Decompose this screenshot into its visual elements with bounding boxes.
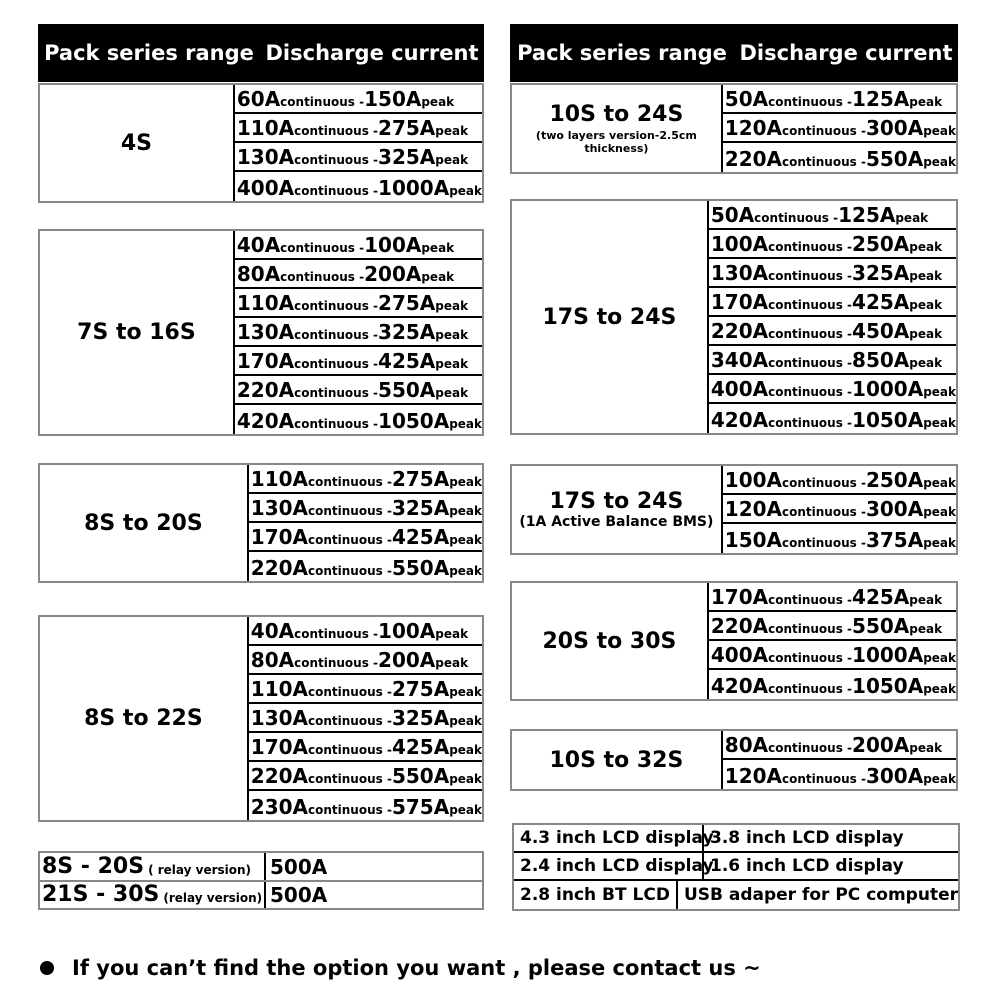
continuous-current: 170A bbox=[250, 525, 309, 549]
continuous-word: continuous - bbox=[768, 682, 853, 696]
continuous-word: continuous - bbox=[768, 327, 853, 341]
current-row bbox=[235, 85, 482, 114]
peak-word: peak bbox=[449, 504, 482, 518]
contact-text: If you can’t find the option you want , please contact us ~ bbox=[72, 956, 761, 980]
peak-word: peak bbox=[449, 417, 482, 431]
current-row bbox=[249, 465, 482, 494]
group-rows bbox=[235, 85, 482, 201]
continuous-current: 120A bbox=[724, 116, 783, 140]
peak-current: 200A bbox=[852, 733, 910, 757]
peak-current: 250A bbox=[865, 468, 924, 492]
peak-word: peak bbox=[909, 240, 943, 254]
continuous-current: 130A bbox=[236, 145, 295, 169]
continuous-word: continuous - bbox=[768, 593, 853, 607]
peak-word: peak bbox=[909, 327, 943, 341]
peak-word: peak bbox=[909, 593, 943, 607]
current-row bbox=[249, 552, 482, 581]
peak-word: peak bbox=[923, 536, 956, 550]
group-rows bbox=[235, 231, 482, 434]
relay-value: 500A bbox=[270, 855, 328, 879]
continuous-word: continuous - bbox=[768, 622, 853, 636]
peak-current: 300A bbox=[865, 497, 924, 521]
peak-word: peak bbox=[449, 743, 482, 757]
current-row bbox=[249, 494, 482, 523]
peak-current: 200A bbox=[378, 648, 436, 672]
current-row bbox=[723, 114, 956, 143]
continuous-word: continuous - bbox=[294, 124, 379, 138]
continuous-word: continuous - bbox=[782, 124, 866, 138]
continuous-current: 340A bbox=[710, 348, 769, 372]
peak-word: peak bbox=[449, 475, 482, 489]
accessory-row bbox=[514, 853, 958, 881]
continuous-word: continuous - bbox=[782, 536, 866, 550]
continuous-word: continuous - bbox=[768, 269, 853, 283]
continuous-current: 420A bbox=[710, 408, 769, 432]
current-row bbox=[709, 230, 956, 259]
group-label: 17S to 24S bbox=[512, 201, 709, 433]
current-row bbox=[235, 260, 482, 289]
continuous-current: 420A bbox=[710, 674, 769, 698]
peak-current: 325A bbox=[378, 320, 436, 344]
group-rows bbox=[249, 617, 482, 820]
continuous-word: continuous - bbox=[308, 564, 392, 578]
peak-word: peak bbox=[449, 772, 482, 786]
peak-word: peak bbox=[449, 184, 482, 198]
continuous-current: 100A bbox=[724, 468, 783, 492]
continuous-current: 420A bbox=[236, 409, 295, 433]
accessory-item: 2.8 inch BT LCD bbox=[514, 881, 678, 909]
current-row bbox=[235, 114, 482, 143]
continuous-current: 40A bbox=[236, 233, 281, 257]
relay-value: 500A bbox=[270, 883, 328, 907]
current-row bbox=[235, 318, 482, 347]
peak-word: peak bbox=[449, 533, 482, 547]
current-row bbox=[235, 347, 482, 376]
current-row bbox=[723, 466, 956, 495]
continuous-current: 170A bbox=[710, 290, 769, 314]
peak-current: 850A bbox=[852, 348, 910, 372]
peak-current: 275A bbox=[391, 467, 450, 491]
current-row bbox=[709, 583, 956, 612]
peak-word: peak bbox=[421, 241, 455, 255]
left-table-header bbox=[38, 24, 484, 82]
current-row bbox=[249, 646, 482, 675]
peak-word: peak bbox=[923, 772, 956, 786]
continuous-current: 80A bbox=[250, 648, 295, 672]
accessories-table bbox=[512, 823, 960, 911]
group-label: 7S to 16S bbox=[40, 231, 235, 434]
continuous-current: 400A bbox=[236, 176, 295, 200]
continuous-current: 220A bbox=[710, 319, 769, 343]
continuous-word: continuous - bbox=[308, 475, 392, 489]
peak-word: peak bbox=[435, 357, 469, 371]
relay-note: ( relay version) bbox=[148, 863, 252, 877]
accessory-row bbox=[514, 825, 958, 853]
continuous-word: continuous - bbox=[768, 95, 853, 109]
continuous-word: continuous - bbox=[294, 627, 379, 641]
peak-current: 1000A bbox=[852, 377, 924, 401]
current-row bbox=[249, 704, 482, 733]
continuous-word: continuous - bbox=[294, 299, 379, 313]
continuous-word: continuous - bbox=[768, 741, 853, 755]
continuous-current: 220A bbox=[710, 614, 769, 638]
current-row bbox=[249, 675, 482, 704]
peak-current: 1050A bbox=[852, 674, 924, 698]
group-rows bbox=[723, 466, 956, 553]
continuous-word: continuous - bbox=[308, 533, 392, 547]
continuous-current: 230A bbox=[250, 795, 309, 819]
continuous-current: 40A bbox=[250, 619, 295, 643]
group-label: 10S to 32S bbox=[512, 731, 723, 789]
current-row bbox=[235, 231, 482, 260]
continuous-current: 120A bbox=[724, 497, 783, 521]
current-row bbox=[249, 762, 482, 791]
right-header-current: Discharge current bbox=[739, 41, 953, 65]
continuous-word: continuous - bbox=[294, 357, 379, 371]
peak-current: 125A bbox=[852, 87, 910, 111]
peak-current: 300A bbox=[865, 116, 924, 140]
continuous-current: 110A bbox=[236, 291, 295, 315]
group-left-0 bbox=[38, 83, 484, 203]
continuous-current: 50A bbox=[710, 203, 755, 227]
continuous-word: continuous - bbox=[294, 656, 379, 670]
current-row bbox=[709, 288, 956, 317]
peak-current: 375A bbox=[865, 528, 924, 552]
group-left-3 bbox=[38, 615, 484, 822]
current-row bbox=[249, 791, 482, 820]
group-left-1 bbox=[38, 229, 484, 436]
left-header-series: Pack series range bbox=[44, 41, 254, 65]
group-label: 8S to 22S bbox=[40, 617, 249, 820]
group-right-4 bbox=[510, 729, 958, 791]
peak-current: 275A bbox=[378, 291, 436, 315]
group-right-0 bbox=[510, 83, 958, 174]
continuous-current: 100A bbox=[710, 232, 769, 256]
continuous-word: continuous - bbox=[294, 153, 379, 167]
continuous-current: 50A bbox=[724, 87, 769, 111]
peak-word: peak bbox=[923, 682, 956, 696]
peak-current: 1000A bbox=[378, 176, 450, 200]
peak-current: 200A bbox=[364, 262, 422, 286]
current-row bbox=[709, 404, 956, 433]
continuous-word: continuous - bbox=[294, 328, 379, 342]
peak-current: 1050A bbox=[378, 409, 450, 433]
current-row bbox=[709, 641, 956, 670]
group-rows bbox=[709, 583, 956, 699]
peak-word: peak bbox=[923, 416, 956, 430]
peak-current: 100A bbox=[364, 233, 422, 257]
continuous-current: 150A bbox=[724, 528, 783, 552]
group-rows bbox=[723, 731, 956, 789]
group-sublabel: (1A Active Balance BMS) bbox=[519, 514, 714, 530]
continuous-word: continuous - bbox=[782, 476, 866, 490]
peak-word: peak bbox=[435, 299, 469, 313]
peak-current: 325A bbox=[378, 145, 436, 169]
peak-current: 325A bbox=[391, 496, 450, 520]
peak-current: 325A bbox=[852, 261, 910, 285]
right-header-series: Pack series range bbox=[517, 41, 727, 65]
continuous-current: 120A bbox=[724, 764, 783, 788]
current-row bbox=[709, 201, 956, 230]
group-right-3 bbox=[510, 581, 958, 701]
continuous-current: 130A bbox=[250, 706, 309, 730]
group-label: 20S to 30S bbox=[512, 583, 709, 699]
continuous-current: 110A bbox=[250, 677, 309, 701]
peak-current: 125A bbox=[838, 203, 896, 227]
relay-row bbox=[38, 851, 484, 880]
continuous-word: continuous - bbox=[768, 385, 853, 399]
peak-current: 325A bbox=[391, 706, 450, 730]
group-label: 10S to 24S (two layers version-2.5cm thickness) bbox=[512, 85, 723, 172]
peak-word: peak bbox=[923, 651, 956, 665]
peak-word: peak bbox=[909, 741, 943, 755]
current-row bbox=[709, 670, 956, 699]
accessory-item: 2.4 inch LCD display bbox=[514, 853, 704, 879]
continuous-word: continuous - bbox=[294, 386, 379, 400]
continuous-current: 220A bbox=[236, 378, 295, 402]
current-row bbox=[235, 143, 482, 172]
peak-current: 1050A bbox=[852, 408, 924, 432]
continuous-word: continuous - bbox=[308, 743, 392, 757]
peak-word: peak bbox=[435, 627, 469, 641]
peak-current: 250A bbox=[852, 232, 910, 256]
current-row bbox=[723, 760, 956, 789]
peak-current: 100A bbox=[378, 619, 436, 643]
continuous-word: continuous - bbox=[294, 184, 379, 198]
peak-word: peak bbox=[895, 211, 929, 225]
continuous-current: 220A bbox=[250, 764, 309, 788]
relay-note: (relay version) bbox=[163, 891, 263, 905]
peak-current: 550A bbox=[852, 614, 910, 638]
peak-current: 275A bbox=[391, 677, 450, 701]
relay-label: 21S - 30S bbox=[42, 882, 160, 907]
continuous-current: 60A bbox=[236, 87, 281, 111]
peak-word: peak bbox=[449, 564, 482, 578]
accessory-item: 3.8 inch LCD display bbox=[710, 828, 904, 848]
continuous-current: 110A bbox=[250, 467, 309, 491]
peak-current: 450A bbox=[852, 319, 910, 343]
peak-current: 550A bbox=[391, 764, 450, 788]
right-table-header bbox=[510, 24, 958, 82]
peak-current: 425A bbox=[852, 585, 910, 609]
current-row bbox=[723, 495, 956, 524]
peak-current: 425A bbox=[852, 290, 910, 314]
accessory-row bbox=[514, 881, 958, 909]
peak-word: peak bbox=[421, 270, 455, 284]
accessory-item: USB adaper for PC computer bbox=[683, 885, 958, 905]
peak-current: 1000A bbox=[852, 643, 924, 667]
peak-current: 550A bbox=[391, 556, 450, 580]
peak-word: peak bbox=[449, 714, 482, 728]
current-row bbox=[235, 376, 482, 405]
current-row bbox=[723, 143, 956, 172]
continuous-word: continuous - bbox=[782, 505, 866, 519]
peak-word: peak bbox=[923, 476, 956, 490]
current-row bbox=[249, 733, 482, 762]
continuous-word: continuous - bbox=[768, 298, 853, 312]
continuous-current: 400A bbox=[710, 377, 769, 401]
peak-current: 275A bbox=[378, 116, 436, 140]
continuous-current: 110A bbox=[236, 116, 295, 140]
peak-word: peak bbox=[909, 622, 943, 636]
current-row bbox=[709, 612, 956, 641]
group-label: 4S bbox=[40, 85, 235, 201]
current-row bbox=[709, 375, 956, 404]
continuous-current: 400A bbox=[710, 643, 769, 667]
peak-word: peak bbox=[435, 656, 469, 670]
group-rows bbox=[249, 465, 482, 581]
peak-current: 550A bbox=[378, 378, 436, 402]
peak-current: 575A bbox=[391, 795, 450, 819]
continuous-current: 170A bbox=[710, 585, 769, 609]
current-row bbox=[235, 172, 482, 201]
peak-current: 300A bbox=[865, 764, 924, 788]
peak-word: peak bbox=[923, 505, 956, 519]
peak-word: peak bbox=[923, 155, 956, 169]
continuous-current: 220A bbox=[724, 147, 783, 171]
current-row bbox=[249, 617, 482, 646]
peak-word: peak bbox=[909, 95, 943, 109]
peak-current: 425A bbox=[378, 349, 436, 373]
peak-word: peak bbox=[435, 328, 469, 342]
continuous-current: 130A bbox=[710, 261, 769, 285]
left-header-current: Discharge current bbox=[265, 41, 479, 65]
peak-current: 150A bbox=[364, 87, 422, 111]
current-row bbox=[709, 346, 956, 375]
group-right-1 bbox=[510, 199, 958, 435]
continuous-current: 170A bbox=[250, 735, 309, 759]
continuous-current: 170A bbox=[236, 349, 295, 373]
peak-current: 425A bbox=[391, 735, 450, 759]
continuous-word: continuous - bbox=[308, 714, 392, 728]
continuous-current: 220A bbox=[250, 556, 309, 580]
peak-word: peak bbox=[435, 153, 469, 167]
current-row bbox=[235, 289, 482, 318]
group-label: 17S to 24S (1A Active Balance BMS) bbox=[512, 466, 723, 553]
peak-word: peak bbox=[909, 356, 943, 370]
continuous-word: continuous - bbox=[782, 155, 866, 169]
continuous-word: continuous - bbox=[768, 240, 853, 254]
peak-word: peak bbox=[909, 298, 943, 312]
bullet-icon bbox=[40, 961, 54, 975]
peak-current: 425A bbox=[391, 525, 450, 549]
peak-word: peak bbox=[909, 269, 943, 283]
relay-row bbox=[38, 880, 484, 910]
continuous-word: continuous - bbox=[782, 772, 866, 786]
continuous-word: continuous - bbox=[294, 417, 379, 431]
peak-word: peak bbox=[435, 386, 469, 400]
peak-word: peak bbox=[923, 385, 956, 399]
continuous-word: continuous - bbox=[280, 95, 365, 109]
continuous-current: 130A bbox=[250, 496, 309, 520]
current-row bbox=[249, 523, 482, 552]
continuous-word: continuous - bbox=[768, 416, 853, 430]
group-sublabel: (two layers version-2.5cm thickness) bbox=[535, 129, 697, 155]
continuous-word: continuous - bbox=[754, 211, 839, 225]
continuous-word: continuous - bbox=[308, 504, 392, 518]
continuous-word: continuous - bbox=[280, 241, 365, 255]
peak-word: peak bbox=[449, 685, 482, 699]
peak-word: peak bbox=[923, 124, 956, 138]
accessory-item: 1.6 inch LCD display bbox=[710, 856, 904, 876]
continuous-word: continuous - bbox=[768, 651, 853, 665]
continuous-current: 80A bbox=[236, 262, 281, 286]
group-rows bbox=[723, 85, 956, 172]
continuous-word: continuous - bbox=[308, 772, 392, 786]
relay-label: 8S - 20S bbox=[42, 854, 145, 879]
contact-note bbox=[40, 956, 761, 980]
current-row bbox=[723, 85, 956, 114]
current-row bbox=[723, 731, 956, 760]
group-left-2 bbox=[38, 463, 484, 583]
current-row bbox=[709, 259, 956, 288]
current-row bbox=[235, 405, 482, 434]
current-row bbox=[709, 317, 956, 346]
accessory-item: 4.3 inch LCD display bbox=[514, 825, 704, 851]
group-label: 8S to 20S bbox=[40, 465, 249, 581]
peak-word: peak bbox=[435, 124, 469, 138]
current-row bbox=[723, 524, 956, 553]
group-rows bbox=[709, 201, 956, 433]
group-right-2 bbox=[510, 464, 958, 555]
peak-word: peak bbox=[449, 803, 482, 817]
peak-word: peak bbox=[421, 95, 455, 109]
continuous-word: continuous - bbox=[280, 270, 365, 284]
peak-current: 550A bbox=[865, 147, 924, 171]
continuous-word: continuous - bbox=[308, 803, 392, 817]
continuous-word: continuous - bbox=[308, 685, 392, 699]
continuous-word: continuous - bbox=[768, 356, 853, 370]
continuous-current: 130A bbox=[236, 320, 295, 344]
continuous-current: 80A bbox=[724, 733, 769, 757]
